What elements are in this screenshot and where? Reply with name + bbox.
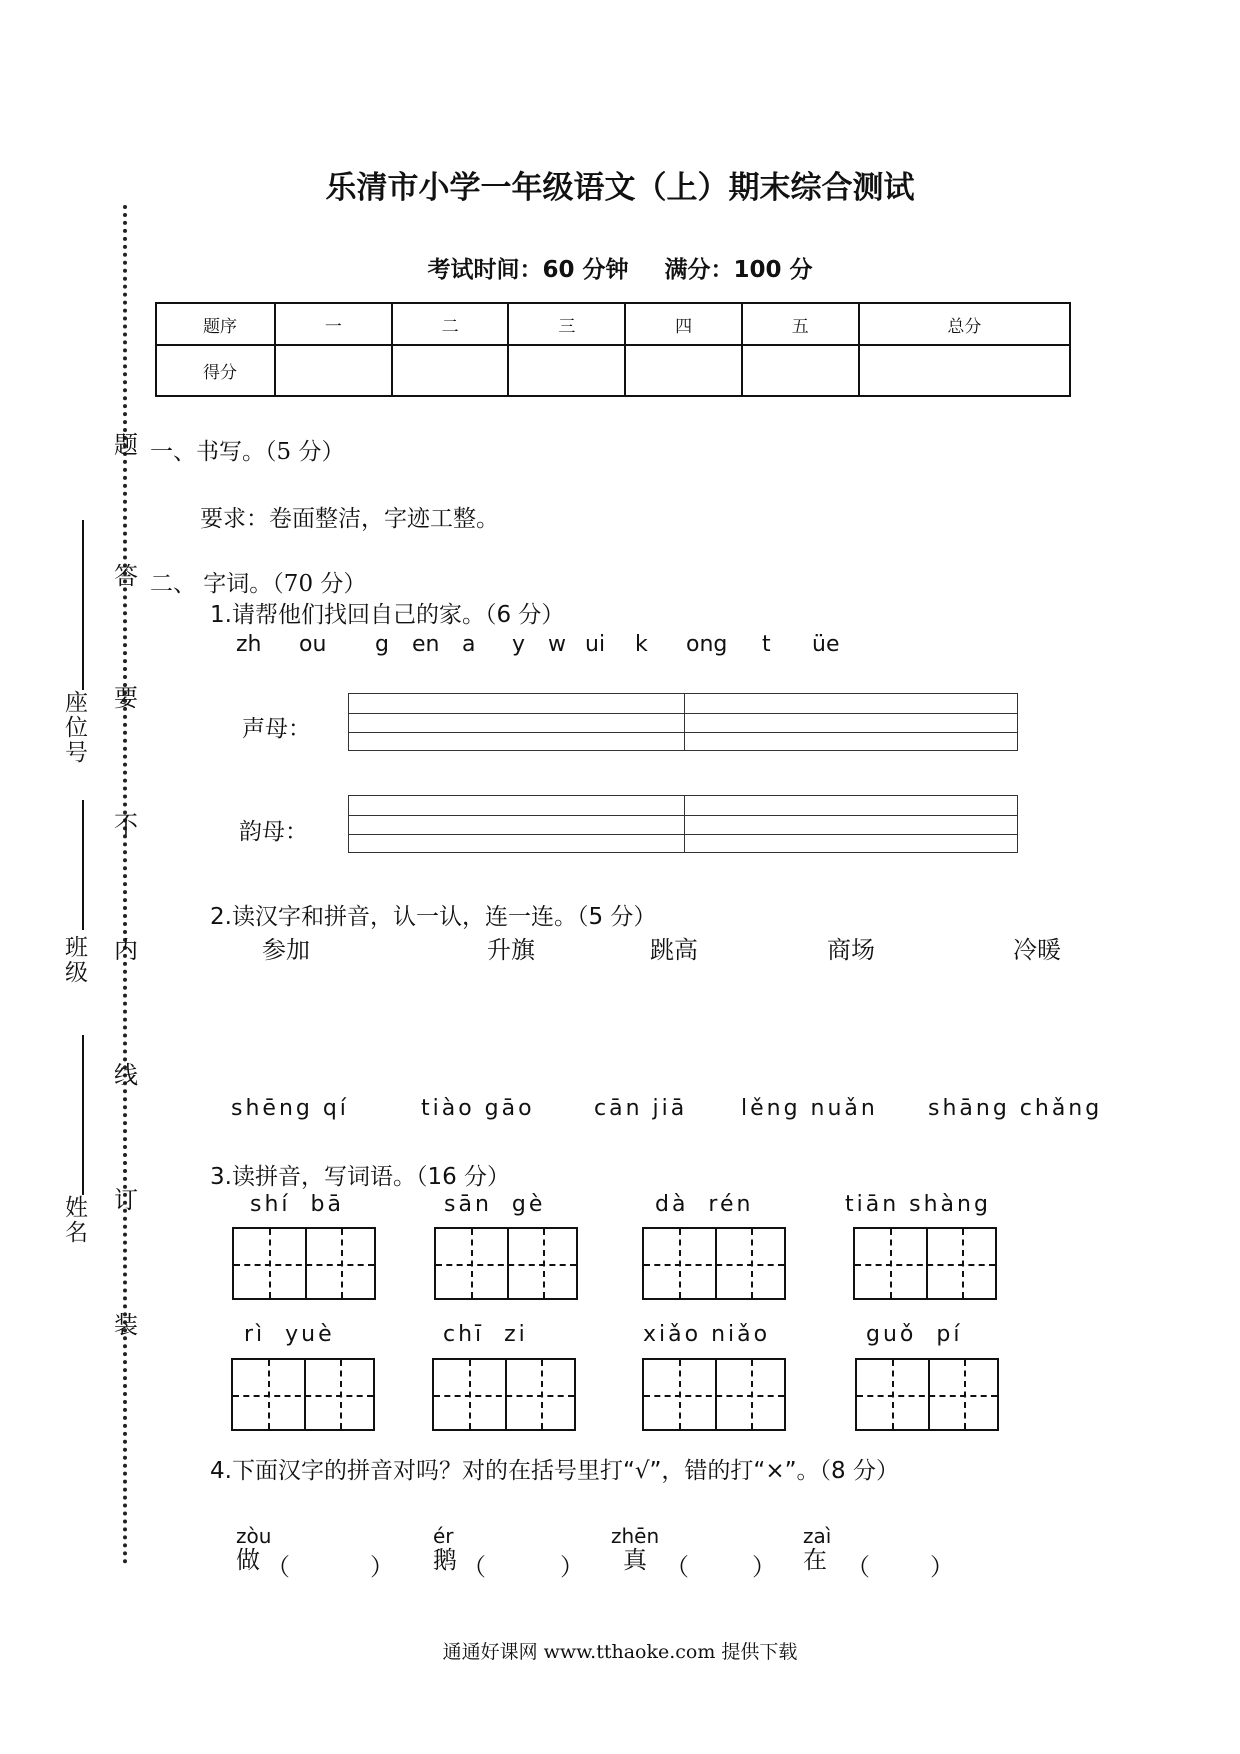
q4-pinyin: zaì xyxy=(803,1524,832,1548)
score-input-cell[interactable] xyxy=(392,345,509,396)
name-label: 姓名 xyxy=(61,1195,87,1245)
margin-char-7: 订 xyxy=(114,1186,138,1214)
footer-text: 通通好课网 www.tthaoke.com 提供下载 xyxy=(442,1641,798,1663)
class-label: 班级 xyxy=(61,935,87,985)
q2-pinyin[interactable]: shēng qí xyxy=(231,1096,349,1121)
table-cell: 五 xyxy=(742,303,859,345)
margin-char-3: 要 xyxy=(114,684,138,712)
score-input-cell[interactable] xyxy=(859,345,1070,396)
q4-bracket-open: （ xyxy=(846,1553,870,1581)
q4-item xyxy=(803,1525,831,1573)
letter: zh xyxy=(236,632,262,657)
q4-answer-box[interactable] xyxy=(705,1545,755,1573)
exam-time: 考试时间：60 分钟 xyxy=(427,257,629,283)
q3-pinyin: dà rén xyxy=(655,1192,754,1217)
table-cell: 四 xyxy=(625,303,742,345)
q4-pinyin: zòu xyxy=(236,1524,272,1548)
name-line[interactable] xyxy=(82,1035,84,1195)
table-row xyxy=(156,303,1070,345)
letter: ou xyxy=(299,632,327,657)
q4-char: 做 xyxy=(236,1546,260,1574)
section1-heading: 一、书写。（5 分） xyxy=(150,439,345,465)
margin-char-4: 不 xyxy=(114,811,138,839)
q4-answer-box[interactable] xyxy=(885,1545,935,1573)
q4-bracket-close: ） xyxy=(370,1553,394,1581)
q4-char: 在 xyxy=(803,1546,827,1574)
finals-label: 韵母： xyxy=(239,819,308,845)
q3-pinyin: tiān shàng xyxy=(845,1192,991,1217)
initials-label: 声母： xyxy=(242,716,311,742)
table-cell: 得分 xyxy=(156,345,275,396)
margin-char-2: 答 xyxy=(114,562,138,590)
letter: üe xyxy=(812,632,840,657)
score-input-cell[interactable] xyxy=(275,345,392,396)
letter: ui xyxy=(585,632,606,657)
q4-bracket-open: （ xyxy=(665,1553,689,1581)
letter: en xyxy=(412,632,440,657)
q4-pinyin: zhēn xyxy=(611,1524,660,1548)
margin-char-8: 装 xyxy=(114,1311,138,1339)
q2-pinyin[interactable]: cān jiā xyxy=(594,1096,688,1121)
q2-pinyin[interactable]: tiào gāo xyxy=(421,1096,535,1121)
q4-char: 鹅 xyxy=(433,1546,457,1574)
q3-prompt: 3.读拼音，写词语。（16 分） xyxy=(210,1164,511,1190)
table-cell: 总分 xyxy=(859,303,1070,345)
q4-item xyxy=(611,1525,659,1573)
q4-bracket-close: ） xyxy=(752,1553,776,1581)
section1-requirement: 要求：卷面整洁，字迹工整。 xyxy=(200,506,499,532)
letter: g xyxy=(375,632,389,657)
q2-word[interactable]: 升旗 xyxy=(487,936,535,964)
q4-prompt: 4.下面汉字的拼音对吗？对的在括号里打“√”，错的打“×”。（8 分） xyxy=(210,1458,899,1484)
letter: k xyxy=(635,632,648,657)
score-input-cell[interactable] xyxy=(742,345,859,396)
q4-item xyxy=(433,1525,457,1573)
initials-writing-lines[interactable] xyxy=(348,693,1018,751)
q3-pinyin: chī zi xyxy=(443,1322,528,1347)
writing-grid[interactable] xyxy=(432,1358,576,1431)
q2-prompt: 2.读汉字和拼音，认一认，连一连。（5 分） xyxy=(210,904,657,930)
writing-grid[interactable] xyxy=(853,1227,997,1300)
score-table xyxy=(155,302,1071,397)
letter: ong xyxy=(686,632,728,657)
q1-prompt: 1.请帮他们找回自己的家。（6 分） xyxy=(210,602,565,628)
writing-grid[interactable] xyxy=(642,1227,786,1300)
table-cell: 题序 xyxy=(156,303,275,345)
writing-grid[interactable] xyxy=(232,1227,376,1300)
table-cell: 一 xyxy=(275,303,392,345)
q3-pinyin: guǒ pí xyxy=(866,1322,963,1347)
q4-bracket-close: ） xyxy=(930,1553,954,1581)
q2-pinyin[interactable]: lěng nuǎn xyxy=(741,1096,878,1121)
letter: y xyxy=(512,632,526,657)
q2-pinyin[interactable]: shāng chǎng xyxy=(928,1096,1103,1121)
q4-bracket-close: ） xyxy=(560,1553,584,1581)
q4-bracket-open: （ xyxy=(462,1553,486,1581)
q2-word[interactable]: 商场 xyxy=(827,936,875,964)
writing-grid[interactable] xyxy=(855,1358,999,1431)
writing-grid[interactable] xyxy=(231,1358,375,1431)
class-line[interactable] xyxy=(82,800,84,930)
q4-bracket-open: （ xyxy=(266,1553,290,1581)
q4-pinyin: ér xyxy=(433,1524,454,1548)
letter: a xyxy=(462,632,476,657)
score-input-cell[interactable] xyxy=(625,345,742,396)
score-input-cell[interactable] xyxy=(508,345,625,396)
binding-dotted-line xyxy=(123,205,127,1565)
q3-pinyin: rì yuè xyxy=(244,1322,335,1347)
page-title: 乐清市小学一年级语文（上）期末综合测试 xyxy=(325,170,915,206)
table-cell: 三 xyxy=(508,303,625,345)
margin-char-6: 线 xyxy=(114,1061,138,1089)
q2-word[interactable]: 冷暖 xyxy=(1013,936,1061,964)
q2-word[interactable]: 跳高 xyxy=(650,936,698,964)
exam-info xyxy=(0,251,1240,284)
q3-pinyin: shí bā xyxy=(250,1192,344,1217)
letter: w xyxy=(548,632,566,657)
margin-char-5: 内 xyxy=(114,936,138,964)
q2-word[interactable]: 参加 xyxy=(262,936,310,964)
writing-grid[interactable] xyxy=(434,1227,578,1300)
q4-char: 真 xyxy=(623,1546,647,1574)
letter: t xyxy=(762,632,771,657)
q3-pinyin: sān gè xyxy=(444,1192,546,1217)
margin-char-1: 题 xyxy=(114,431,138,459)
section2-heading: 二、 字词。（70 分） xyxy=(150,571,367,597)
table-row xyxy=(156,345,1070,396)
seat-number-line[interactable] xyxy=(82,520,84,690)
table-cell: 二 xyxy=(392,303,509,345)
seat-number-label: 座位号 xyxy=(61,690,87,765)
q4-answer-box[interactable] xyxy=(310,1545,370,1573)
q4-answer-box[interactable] xyxy=(500,1545,560,1573)
writing-grid[interactable] xyxy=(642,1358,786,1431)
full-score: 满分：100 分 xyxy=(664,257,813,283)
q3-pinyin: xiǎo niǎo xyxy=(643,1322,771,1347)
finals-writing-lines[interactable] xyxy=(348,795,1018,853)
